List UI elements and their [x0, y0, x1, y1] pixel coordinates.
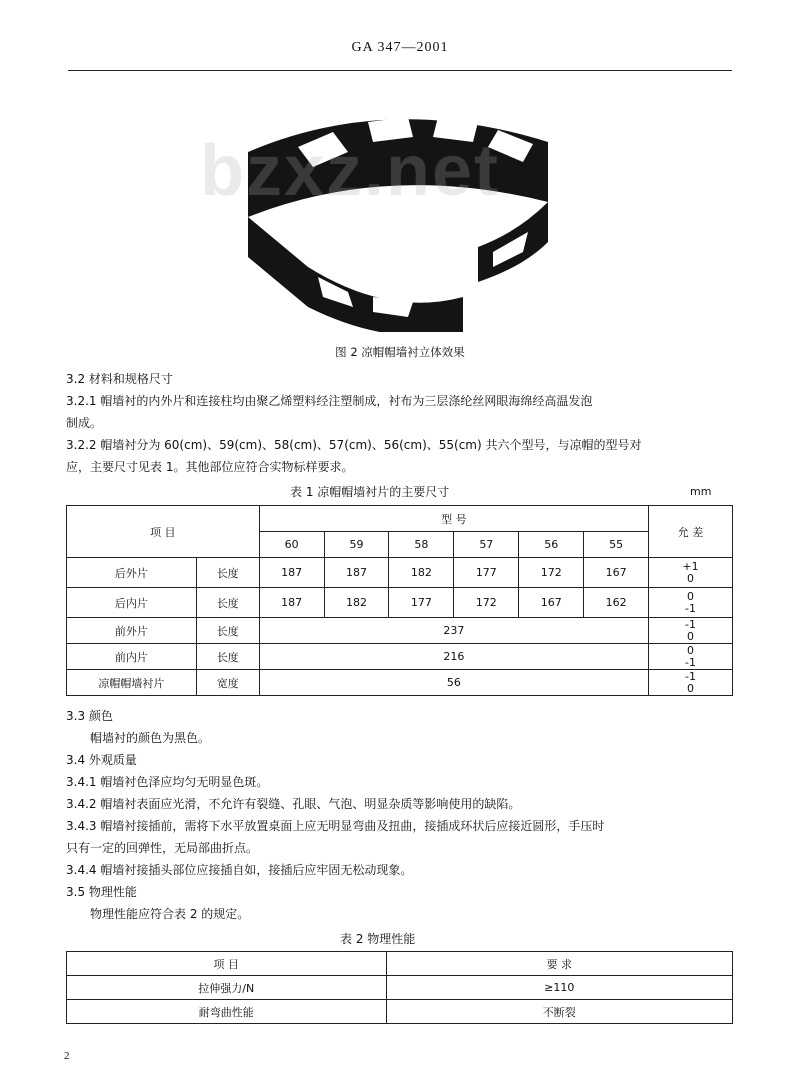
cell-value: 172: [454, 588, 519, 618]
cell-value: 187: [324, 558, 389, 588]
row-name: 后内片: [67, 588, 197, 618]
hat-wall-liner-figure: [238, 92, 558, 332]
size-header: 59: [324, 532, 389, 558]
table2-requirement: 不断裂: [386, 1000, 732, 1024]
row-name: 凉帽帽墙衬片: [67, 670, 197, 696]
section-3-5-text: 物理性能应符合表 2 的规定。: [90, 907, 250, 921]
table1-unit: mm: [690, 485, 712, 498]
table-dimensions: [66, 505, 733, 696]
section-3-2: 3.2 材料和规格尺寸: [66, 372, 173, 386]
section-3-3: 3.3 颜色: [66, 709, 113, 723]
cell-value: 182: [389, 558, 454, 588]
page-number: 2: [64, 1050, 70, 1062]
table1-title: 表 1 凉帽帽墙衬片的主要尺寸: [290, 485, 450, 499]
watermark: bzxz.net: [200, 131, 501, 211]
tol-upper: -1: [685, 669, 697, 683]
row-attr: 长度: [196, 618, 259, 644]
cell-value: 167: [519, 588, 584, 618]
table2-header-item: 项 目: [67, 952, 387, 976]
section-3-2-1-cont: 制成。: [66, 416, 103, 430]
row-name: 后外片: [67, 558, 197, 588]
table2-header-requirement: 要 求: [386, 952, 732, 976]
size-header: 57: [454, 532, 519, 558]
tol-lower: 0: [687, 571, 695, 585]
cell-value: 177: [454, 558, 519, 588]
tol-lower: 0: [687, 629, 695, 643]
row-attr: 宽度: [196, 670, 259, 696]
table2-requirement: ≥110: [386, 976, 732, 1000]
header-code: GA 347—2001: [351, 40, 449, 55]
cell-value: 187: [259, 558, 324, 588]
cell-value: 162: [584, 588, 649, 618]
cell-value: 216: [259, 644, 648, 670]
table1-header-tolerance: 允 差: [649, 506, 733, 558]
row-attr: 长度: [196, 588, 259, 618]
section-3-4-2: 3.4.2 帽墙衬表面应光滑，不允许有裂缝、孔眼、气泡、明显杂质等影响使用的缺陷。: [66, 797, 521, 811]
section-3-2-2: 3.2.2 帽墙衬分为 60(cm)、59(cm)、58(cm)、57(cm)、56(cm)、55(cm) 共六个型号，与凉帽的型号对: [66, 438, 642, 452]
row-name: 前内片: [67, 644, 197, 670]
size-header: 55: [584, 532, 649, 558]
tol-lower: -1: [685, 601, 697, 615]
header-rule: [68, 70, 732, 71]
tolerance-cell: [649, 618, 733, 644]
cell-value: 177: [389, 588, 454, 618]
section-3-4-3-cont: 只有一定的回弹性，无局部曲折点。: [66, 841, 259, 855]
cell-value: 187: [259, 588, 324, 618]
cell-value: 237: [259, 618, 648, 644]
cell-value: 56: [259, 670, 648, 696]
section-3-2-1: 3.2.1 帽墙衬的内外片和连接柱均由聚乙烯塑料经注塑制成，衬布为三层涤纶丝网眼海绵经高温发泡: [66, 394, 593, 408]
row-name: 前外片: [67, 618, 197, 644]
table2-title: 表 2 物理性能: [340, 932, 416, 946]
size-header: 58: [389, 532, 454, 558]
cell-value: 182: [324, 588, 389, 618]
tolerance-cell: [649, 644, 733, 670]
tol-upper: 0: [687, 589, 695, 603]
section-3-4: 3.4 外观质量: [66, 753, 137, 767]
table2-item: 拉伸强力/N: [67, 976, 387, 1000]
size-header: 60: [259, 532, 324, 558]
tol-lower: 0: [687, 681, 695, 695]
row-attr: 长度: [196, 644, 259, 670]
table-physical: [66, 951, 733, 1024]
size-header: 56: [519, 532, 584, 558]
tol-upper: +1: [682, 559, 699, 573]
tol-upper: -1: [685, 617, 697, 631]
section-3-4-1: 3.4.1 帽墙衬色泽应均匀无明显色斑。: [66, 775, 269, 789]
cell-value: 167: [584, 558, 649, 588]
tol-upper: 0: [687, 643, 695, 657]
tolerance-cell: [649, 588, 733, 618]
section-3-5: 3.5 物理性能: [66, 885, 137, 899]
section-3-2-2-cont: 应，主要尺寸见表 1。其他部位应符合实物标样要求。: [66, 460, 354, 474]
table1-header-item: 项 目: [67, 506, 260, 558]
tolerance-cell: [649, 558, 733, 588]
cell-value: 172: [519, 558, 584, 588]
section-3-3-text: 帽墙衬的颜色为黑色。: [90, 731, 211, 745]
figure-caption: 图 2 凉帽帽墙衬立体效果: [335, 345, 465, 359]
table2-item: 耐弯曲性能: [67, 1000, 387, 1024]
section-3-4-4: 3.4.4 帽墙衬接插头部位应接插自如，接插后应牢固无松动现象。: [66, 863, 413, 877]
table1-header-model: 型 号: [259, 506, 648, 532]
row-attr: 长度: [196, 558, 259, 588]
tolerance-cell: [649, 670, 733, 696]
section-3-4-3: 3.4.3 帽墙衬接插前，需将下水平放置桌面上应无明显弯曲及扭曲，接插成环状后应接近圆形，手压时: [66, 819, 605, 833]
tol-lower: -1: [685, 655, 697, 669]
